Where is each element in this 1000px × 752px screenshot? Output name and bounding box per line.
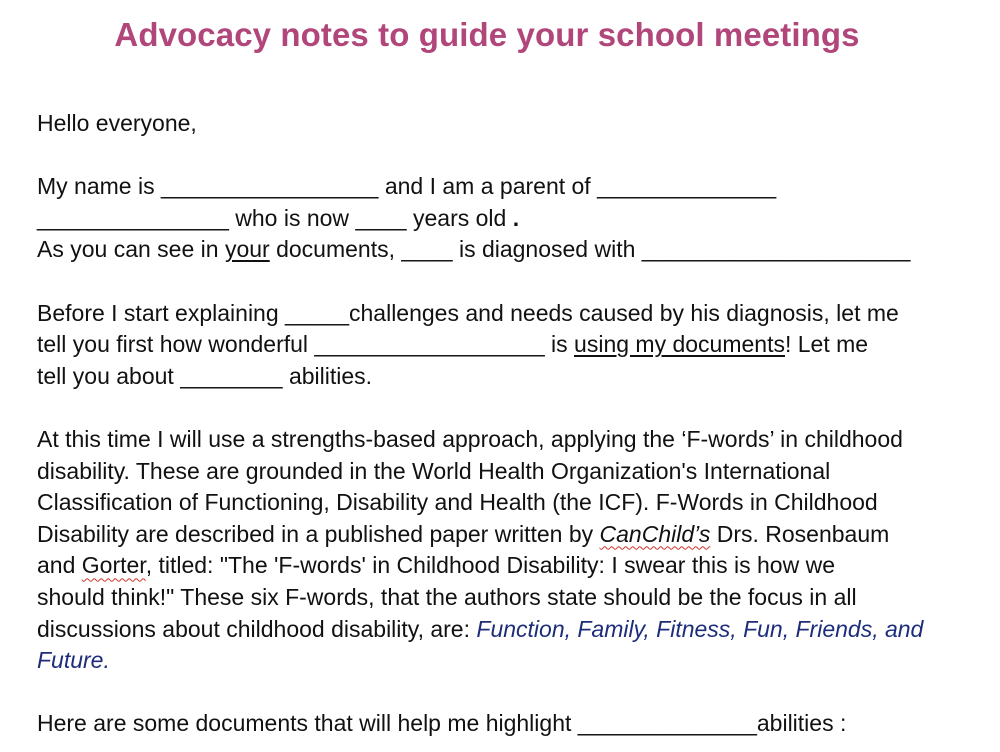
- intro-line-2: _______________ who is now ____ years old .: [37, 204, 520, 231]
- fwords-list: Function, Family, Fitness, Fun, Friends, and: [476, 615, 924, 642]
- abilities-line-3: tell you about ________ abilities.: [37, 362, 373, 389]
- age-blank: ____: [355, 204, 407, 231]
- fwords-line-6: should think!" These six F-words, that the authors state should be the focus in all: [37, 583, 857, 610]
- possessive-blank-2: ________: [180, 362, 283, 389]
- greeting: Hello everyone,: [37, 110, 197, 136]
- possessive-blank: _____: [285, 299, 349, 326]
- name-blank: _________________: [160, 173, 379, 200]
- using-my-documents-link: using my documents: [574, 331, 785, 358]
- fwords-line-5: and Gorter, titled: "The 'F-words' in Childhood Disability: I swear this is how we: [37, 552, 836, 579]
- child-name-blank-3: __________________: [314, 331, 545, 358]
- fwords-line-7: discussions about childhood disability, are: Function, Family, Fitness, Fun, Friends, and: [37, 615, 924, 642]
- fwords-line-8: Future.: [37, 647, 110, 674]
- abilities-line-1: Before I start explaining _____challenges and needs caused by his diagnosis, let me: [37, 299, 899, 326]
- diagnosis-blank: _____________________: [641, 236, 911, 263]
- documents-line: Here are some documents that will help me highlight ______________abilities :: [37, 710, 847, 737]
- fwords-line-2: disability. These are grounded in the World Health Organization's International: [37, 457, 831, 484]
- fwords-line-3: Classification of Functioning, Disability and Health (the ICF). F-Words in Childhood: [37, 489, 878, 516]
- page-title: Advocacy notes to guide your school meetings: [114, 16, 860, 53]
- document-body: [37, 108, 967, 740]
- abilities-line-2: tell you first how wonderful __________________ is using my documents! Let me: [37, 331, 869, 358]
- pronoun-blank: ____: [401, 236, 453, 263]
- possessive-blank-3: ______________: [577, 710, 757, 737]
- child-name-blank-2: _______________: [37, 204, 229, 231]
- child-name-blank: ______________: [597, 173, 777, 200]
- fwords-line-1: At this time I will use a strengths-based approach, applying the ‘F-words’ in childhood: [37, 425, 903, 452]
- fwords-line-4: Disability are described in a published paper written by CanChild’s Drs. Rosenbaum: [37, 520, 890, 547]
- intro-line-1: My name is _________________ and I am a parent of ______________: [37, 173, 777, 200]
- gorter-word: Gorter: [81, 552, 146, 579]
- canchild-word: CanChild’s: [599, 520, 711, 547]
- intro-line-3: As you can see in your documents, ____ is diagnosed with _____________________: [37, 236, 911, 263]
